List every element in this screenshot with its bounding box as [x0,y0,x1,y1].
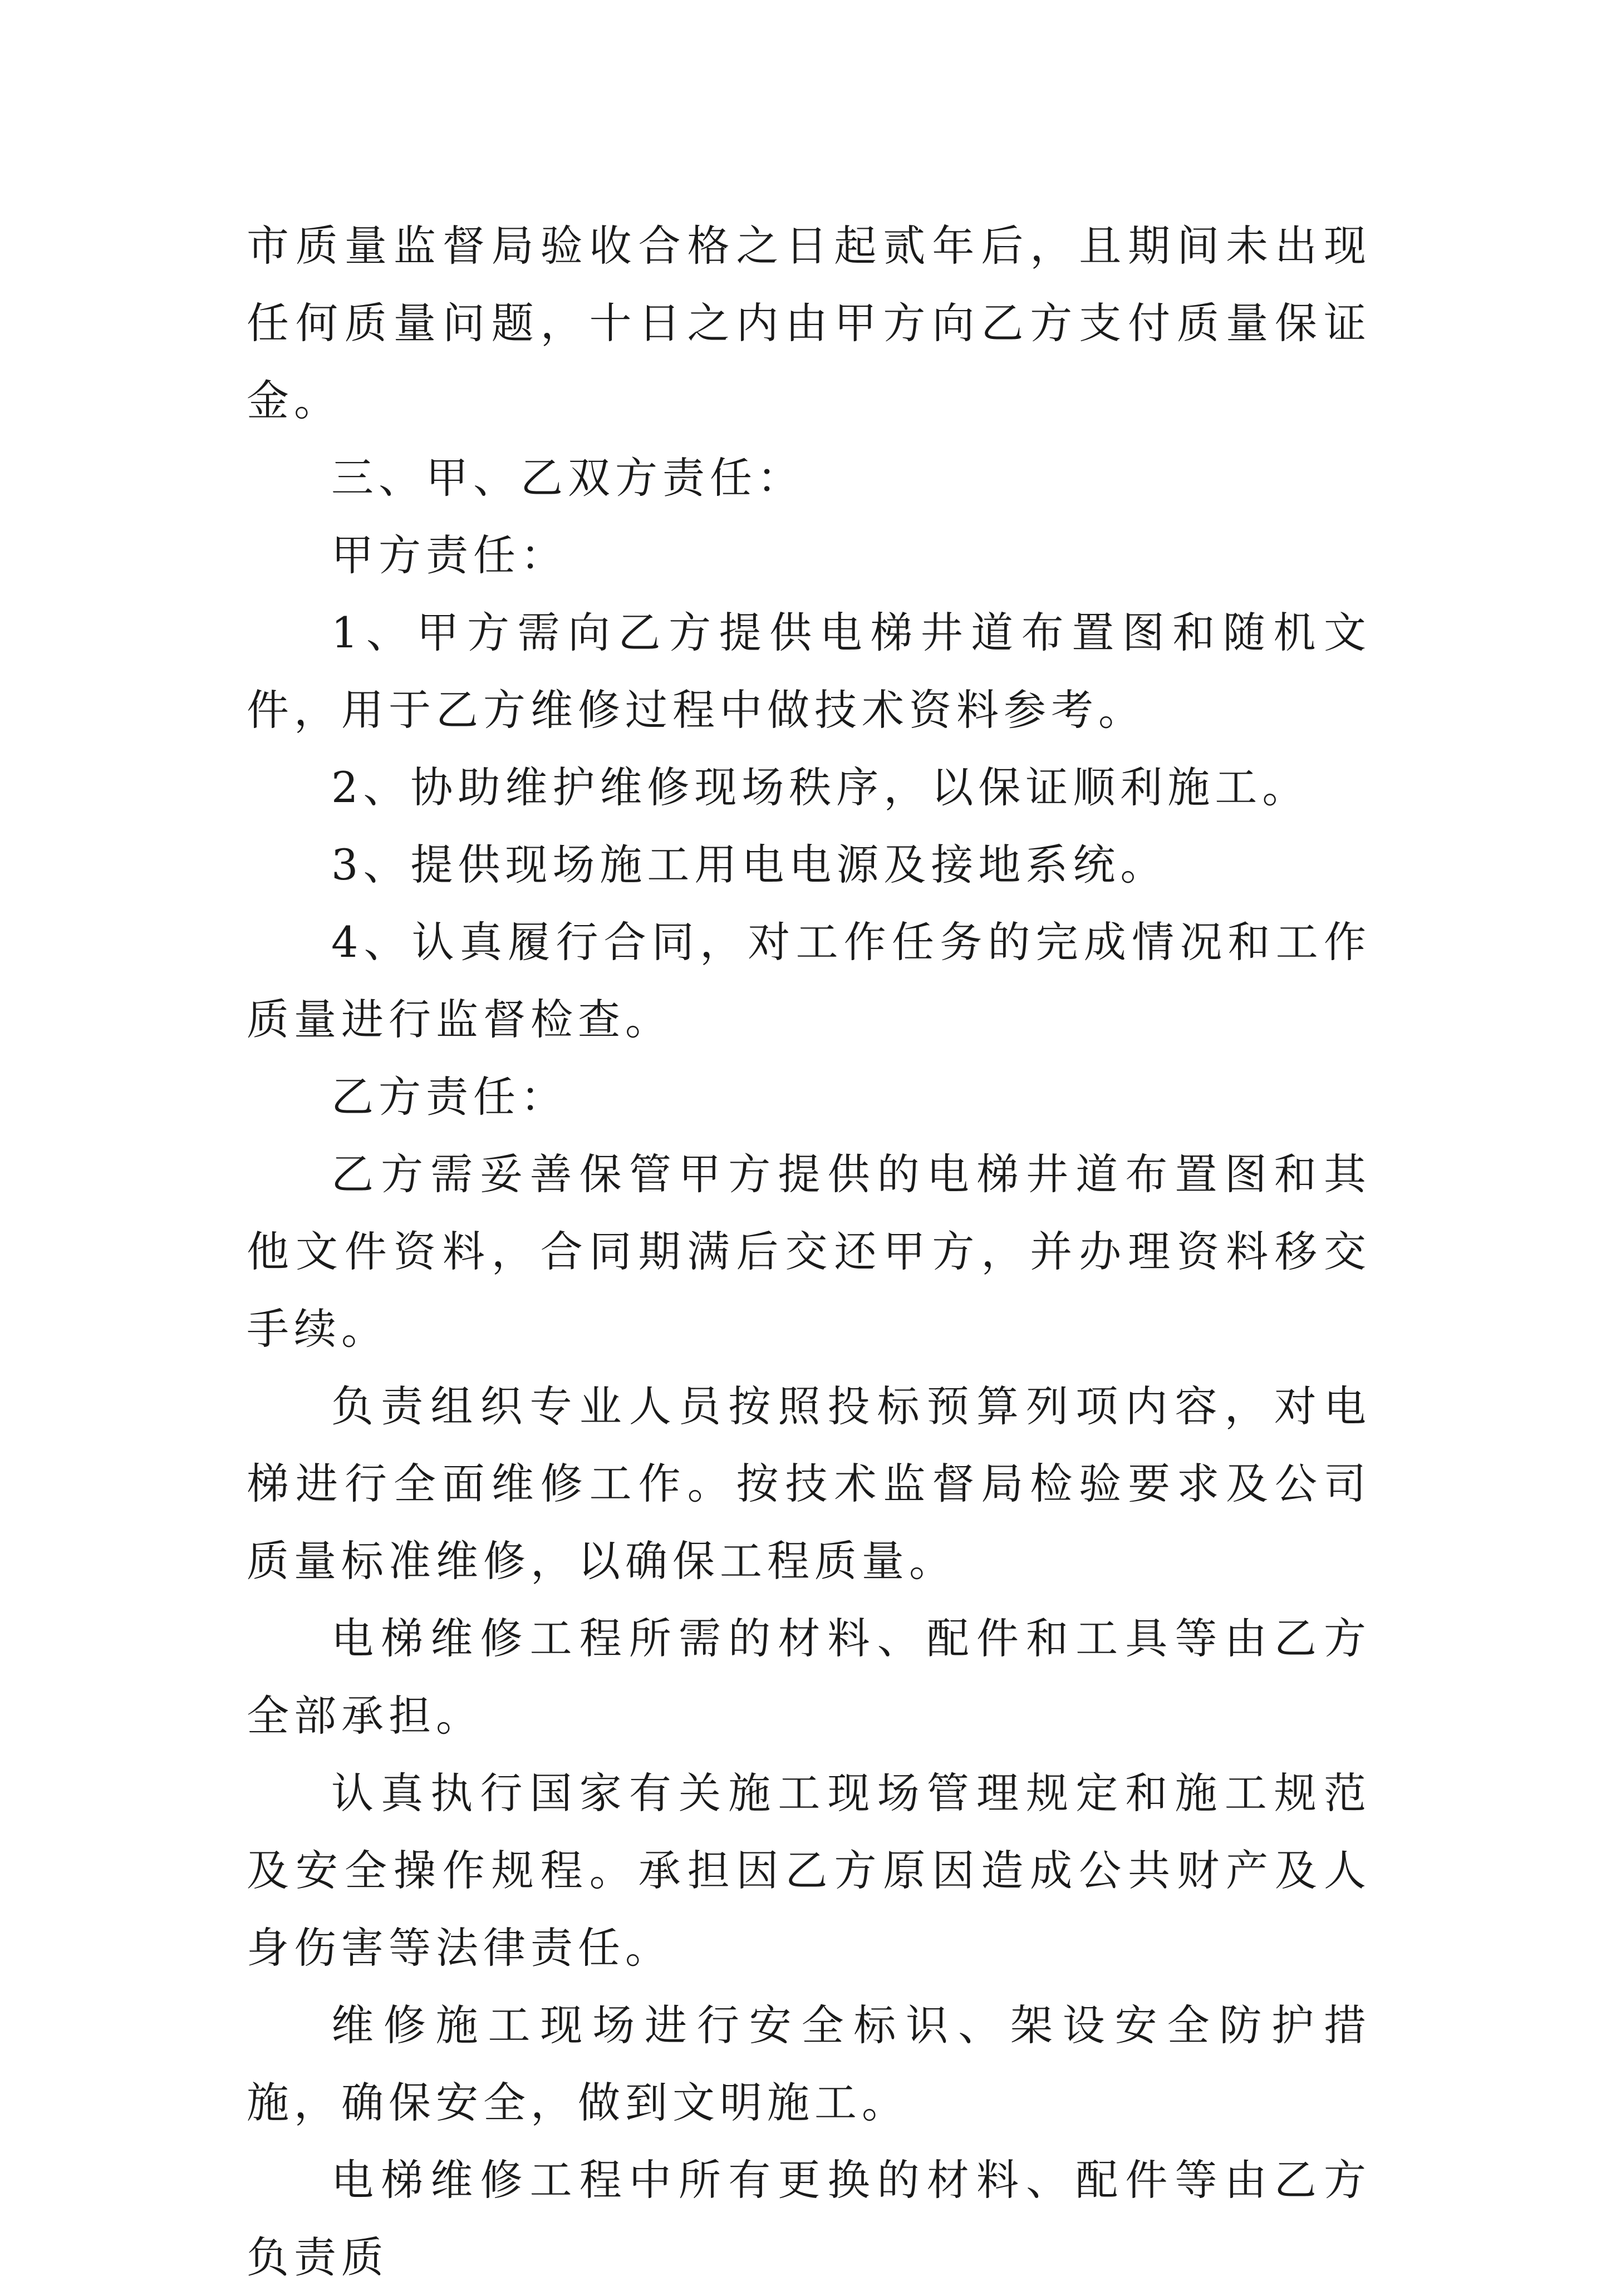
party-b-item-4: 认真执行国家有关施工现场管理规定和施工规范及安全操作规程。承担因乙方原因造成公共财产及人身伤害等法律责任。 [247,1768,1371,1973]
party-a-item-2: 2、协助维护维修现场秩序，以保证顺利施工。 [331,763,1310,812]
party-a-item-3: 3、提供现场施工用电电源及接地系统。 [331,840,1168,889]
party-b-item-2: 负责组织专业人员按照投标预算列项内容，对电梯进行全面维修工作。按技术监督局检验要求及公司质量标准维修，以确保工程质量。 [247,1381,1371,1586]
party-a-item-4: 4、认真履行合同，对工作任务的完成情况和工作质量进行监督检查。 [247,917,1371,1044]
subheading-party-b: 乙方责任： [331,1072,568,1122]
subheading-party-a: 甲方责任： [331,530,568,580]
section-heading-responsibilities: 三、甲、乙双方责任： [331,453,804,503]
party-b-item-6: 电梯维修工程中所有更换的材料、配件等由乙方负责质 [247,2155,1371,2282]
party-a-item-1: 1、甲方需向乙方提供电梯井道布置图和随机文件，用于乙方维修过程中做技术资料参考。 [247,608,1371,735]
party-b-item-1: 乙方需妥善保管甲方提供的电梯井道布置图和其他文件资料，合同期满后交还甲方，并办理资料移交手续。 [247,1149,1371,1354]
party-b-item-5: 维修施工现场进行安全标识、架设安全防护措施，确保安全，做到文明施工。 [247,2000,1371,2127]
document-body [247,207,1371,2296]
party-b-item-3: 电梯维修工程所需的材料、配件和工具等由乙方全部承担。 [247,1614,1371,1741]
paragraph-1: 市质量监督局验收合格之日起贰年后，且期间未出现任何质量问题，十日之内由甲方向乙方支付质量保证金。 [247,221,1371,425]
